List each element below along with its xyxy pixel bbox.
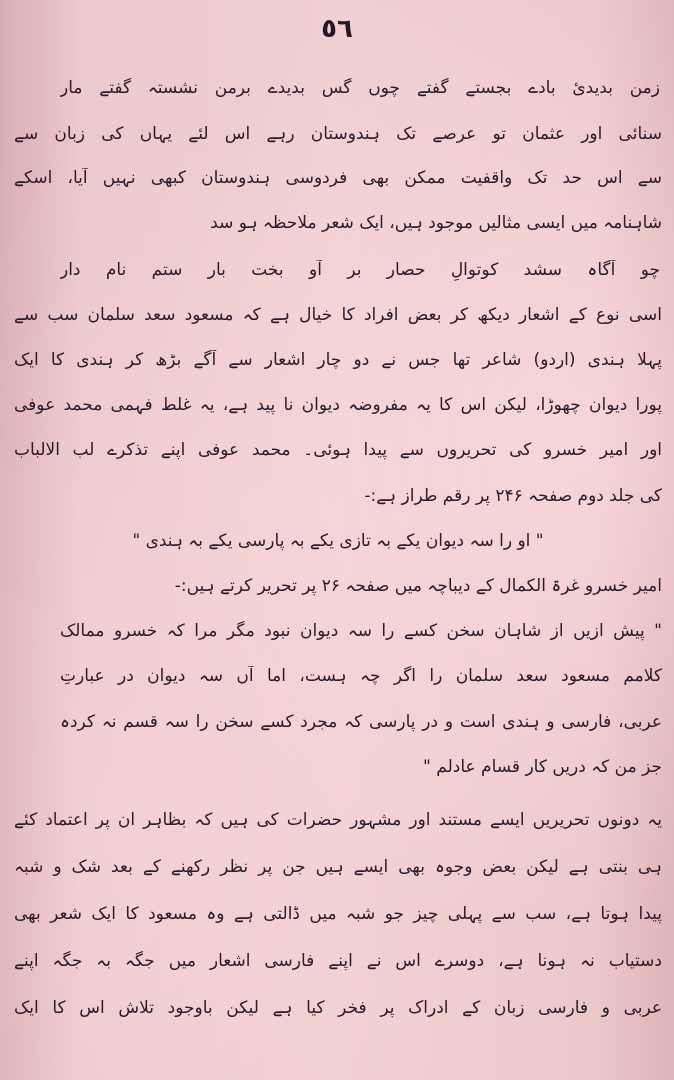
verse-line: چو آگاہ سشد کوتوالِ حصار بر آو بخت بار ستم نام دار	[60, 260, 660, 280]
quote-line: جز من کہ دریں کار قسام عادلم "	[423, 757, 662, 777]
text-line: پورا دیوان چھوڑا، لیکن اس کا یہ مفروضہ دیوان نا پید ہے، یہ غلط فہمی محمد عوفی	[14, 395, 662, 415]
text-line: سنائی اور عثمان تو عرصے تک ہندوستان رہے اس لئے یہاں کی زبان سے	[14, 124, 662, 144]
text-line: پہلا ہندی (اردو) شاعر تھا جس نے دو چار اشعار سے آگے بڑھ کر ہندی کا ایک	[14, 350, 662, 370]
text-line: پیدا ہوتا ہے، سب سے پہلی چیز جو شبہ میں ڈالتی ہے وہ مسعود کا ایک شعر بھی	[14, 904, 662, 924]
text-line: کی جلد دوم صفحہ ۲۴۶ پر رقم طراز ہے:-	[364, 486, 662, 506]
text-line: عربی و فارسی زبان کے ادراک پر فخر کیا ہے لیکن باوجود تلاش اس کا ایک	[14, 998, 662, 1018]
quote-line: کلامم مسعود سعد سلمان را اگر چہ ہست، اما آں سہ دیوان در عبارتِ	[60, 666, 662, 686]
verse-line: زمن بدیدیٔ بادے بجستے گفتے چوں گس بدیدے برمن نشستہ گفتے مار	[60, 78, 660, 98]
text-line: اسی نوع کے اشعار دیکھ کر بعض افراد کا خیال ہے کہ مسعود سعد سلمان سب سے	[14, 305, 662, 325]
text-line: امیر خسرو غرۃ الکمال کے دیباچہ میں صفحہ ۲۶ پر تحریر کرتے ہیں:-	[174, 576, 662, 596]
text-line: شاہنامہ میں ایسی مثالیں موجود ہیں، ایک شعر ملاحظہ ہو سد	[210, 213, 662, 233]
quote-line: عربی، فارسی و ہندی است و در پارسی کہ مجرد کسے سخن را سہ قسم نہ کردہ	[60, 712, 662, 732]
text-line: دستیاب نہ ہونا ہے، دوسرے اس نے اپنے فارسی اشعار میں جگہ بہ جگہ اپنے	[14, 951, 662, 971]
text-line: یہ دونوں تحریریں ایسے مستند اور مشہور حضرات کی ہیں کہ بظاہر ان پر اعتماد کئے	[14, 810, 662, 830]
page-number: ٥٦	[321, 14, 353, 44]
text-line: اور امیر خسرو کی تحریروں سے پیدا ہوئی۔ محمد عوفی اپنے تذکرے لب الالباب	[14, 440, 662, 460]
quote-line: " پیش ازیں از شاہان سخن کسے را سہ دیوان نبود مگر مرا کہ خسرو ممالک	[60, 621, 662, 641]
text-line: سے اس حد تک واقفیت ممکن بھی فردوسی ہندوستان کبھی نہیں آیا، اسکے	[14, 168, 662, 188]
text-line: ہی بنتی ہے لیکن بعض وجوہ بھی ایسے ہیں جن پر نظر رکھنے کے بعد شک و شبہ	[14, 857, 662, 877]
quote-line: " او را سہ دیوان یکے بہ تازی یکے بہ پارسی یکے بہ ہندی "	[132, 531, 544, 551]
